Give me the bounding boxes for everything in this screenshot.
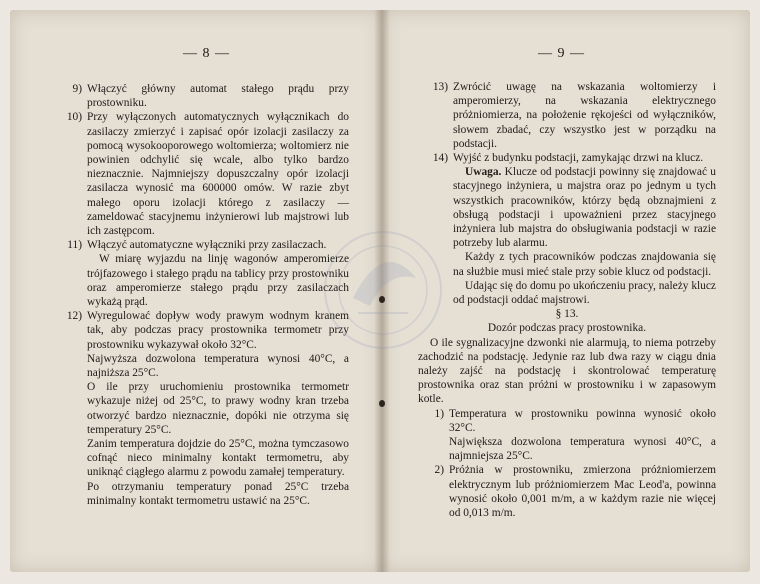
book-gutter <box>374 10 390 572</box>
section-title: Dozór podczas pracy prostownika. <box>487 322 647 335</box>
item-text: Zwrócić uwagę na wskazania woltomierzy i amperomierzy, na wskazania elektrycznego próżniomierza, na położenie rękojeści od wyłączników, słowem zbadać, czy wszystko jest w porządku na podstacji. <box>453 81 716 150</box>
item-number: 2) <box>434 464 444 477</box>
item-number: 9) <box>72 83 82 95</box>
list-item <box>418 463 716 520</box>
list-item <box>418 80 716 151</box>
item-text: Po otrzymaniu temperatury ponad 25°C trzeba minimalny kontakt termometru ustawić na 25°C. <box>87 480 349 507</box>
item-number: 1) <box>434 407 444 420</box>
note-block <box>418 165 716 307</box>
page-number-left: — 8 — <box>183 46 230 61</box>
note-label: Uwaga. <box>465 166 502 179</box>
paragraph: Każdy z tych pracowników podczas znajdowania się na służbie musi mieć stale przy sobie klucz od podstacji. <box>453 251 716 278</box>
item-number: 14) <box>432 152 448 165</box>
list-item <box>418 407 716 464</box>
list-item <box>52 238 349 309</box>
right-column <box>418 80 716 520</box>
item-text: Próżnia w prostowniku, zmierzona próżniomierzem elektrycznym lub próżniomierzem Mac Leod'a, powinna wynosić około 0,001 m/m, a w każdym razie nie więcej od 0,013 m/m. <box>449 464 716 520</box>
list-item <box>52 82 349 110</box>
page-number-right: — 9 — <box>538 46 585 61</box>
item-text: Temperatura w prostowniku powinna wynosić około 32°C. <box>449 407 716 434</box>
left-column <box>52 82 349 508</box>
item-text: Zanim temperatura dojdzie do 25°C, można tymczasowo cofnąć nieco minimalny kontakt termometru, aby uniknąć ciągłego alarmu z powodu zamałej temperatury. <box>87 438 349 479</box>
item-text: Najwyższa dozwolona temperatura wynosi 40°C, a najniższa 25°C. <box>87 352 349 380</box>
paragraph: Udając się do domu po ukończeniu pracy, należy klucz od podstacji oddać majstrowi. <box>453 279 716 307</box>
list-item <box>52 309 349 508</box>
item-text: Wyjść z budynku podstacji, zamykając drzwi na klucz. <box>453 152 704 165</box>
note-text: Klucze od podstacji powinny się znajdować u stacyjnego inżyniera, u majstra oraz po jednym u tych wszystkich pracowników, którzy będą obznajmieni z obsługą podstacji i upoważnieni przez stacyjnego inżyniera lub majstra do obsługiwania podstacji w razie potrzeby lub alarmu. <box>453 166 716 250</box>
item-number: 12) <box>66 310 82 323</box>
binding-stitch <box>379 296 385 303</box>
paragraph: O ile sygnalizacyjne dzwonki nie alarmują, to niema potrzeby zachodzić na podstację. Jedynie raz lub dwa razy w ciągu dnia należy zajść na podstację i skontrolować temperaturę prostownika oraz stan próżni w prostowniku i w zapasowym kotle. <box>418 336 716 406</box>
item-text: W miarę wyjazdu na linję wagonów amperomierze trójfazowego i stałego prądu na tablicy przy prostowniku oraz amperomierze stałego prądu przy zasilaczach wykażą prąd. <box>87 253 349 309</box>
item-text: Przy wyłączonych automatycznych wyłącznikach do zasilaczy zmierzyć i zapisać opór izolacji zasilaczy za pomocą wysokooporowego woltomierza; woltomierz nie powinien odchylić się wcale, albo tylko bardzo nieznacznie. Najmniejszy dopuszczalny opór izolacji zasilacza wynosić ma 600000 omów. W razie zbyt małego oporu izolacji którego z zasilaczy — zameldować stacyjnemu inżynierowi lub majstrowi lub ich zastępcom. <box>87 111 349 238</box>
section-number: § 13. <box>555 308 579 321</box>
item-text: Największa dozwolona temperatura wynosi 40°C, a najmniejsza 25°C. <box>449 436 716 463</box>
item-number: 11) <box>67 239 82 252</box>
item-number: 10) <box>66 111 82 124</box>
item-text: O ile przy uruchomieniu prostownika termometr wykazuje niżej od 25°C, to prawy wodny kran trzeba otworzyć bardzo nieznacznie, dopóki nie otrzyma się temperatury 25°C. <box>87 381 349 436</box>
item-text: Włączyć główny automat stałego prądu przy prostowniku. <box>87 83 349 110</box>
binding-stitch <box>379 400 385 407</box>
list-item <box>52 110 349 238</box>
item-text: Wyregulować dopływ wody prawym wodnym kranem tak, aby podczas pracy prostownika termometr przy prostowniku wykazywał około 32°C. <box>87 310 349 351</box>
item-text: Włączyć automatyczne wyłączniki przy zasilaczach. <box>87 239 327 252</box>
list-item <box>418 151 716 165</box>
item-number: 13) <box>432 81 448 93</box>
